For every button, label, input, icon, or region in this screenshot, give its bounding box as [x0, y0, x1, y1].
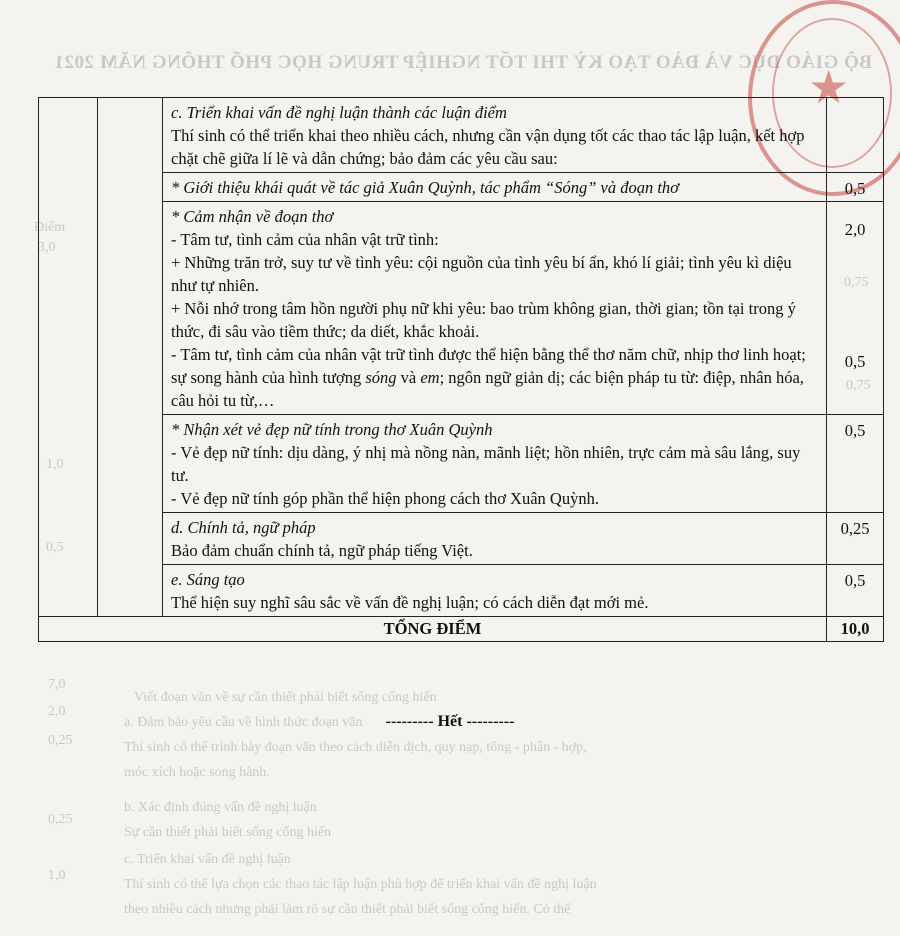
criterion-text: Thí sinh có thể triển khai theo nhiều cách, nhưng cần vận dụng tốt các thao tác lập luận, kết hợp chặt chẽ giữa lí lẽ và dẫn chứng; bảo đảm các yêu cầu sau:: [171, 126, 805, 168]
total-row: [39, 617, 884, 642]
criterion-heading: e. Sáng tạo: [171, 570, 245, 589]
ghost-text: 0,5: [46, 540, 64, 555]
ghost-text: b. Xác định đúng vấn đề nghị luận: [124, 800, 317, 815]
table-row: [39, 513, 884, 565]
ghost-text: Điểm: [34, 220, 66, 235]
ghost-text: móc xích hoặc song hành.: [124, 765, 270, 780]
text-span: và: [396, 368, 421, 387]
criterion-text: - Tâm tư, tình cảm của nhân vật trữ tình:: [171, 230, 439, 249]
question-number-cell: [98, 98, 163, 617]
criterion-text: - Vẻ đẹp nữ tính góp phần thể hiện phong cách thơ Xuân Quỳnh.: [171, 489, 599, 508]
ghost-text: Viết đoạn văn về sự cần thiết phải biết sống cống hiến: [134, 690, 437, 705]
text-span: ; ngôn ngữ giản dị; các biện pháp tu từ: điệp, nhân hóa, câu hỏi tu từ,…: [171, 368, 804, 410]
ghost-text: 0,75: [846, 378, 871, 393]
criterion-heading: d. Chính tả, ngữ pháp: [171, 518, 316, 537]
ghost-text: Sự cần thiết phải biết sống cống hiến: [124, 825, 332, 840]
score-cell: 0,25: [827, 513, 884, 565]
text-span: - Tâm tư, tình cảm của nhân vật trữ tình được thể hiện bằng thể thơ năm chữ, nhịp thơ linh hoạt; sự song hành của hình tượng: [171, 345, 806, 387]
criterion-text: + Những trăn trở, suy tư về tình yêu: cội nguồn của tình yêu bí ẩn, khó lí giải; tình yêu kì diệu như tự nhiên.: [171, 253, 792, 295]
score-value: 2,0: [844, 220, 866, 239]
content-cell: [163, 98, 827, 173]
total-score: 10,0: [827, 617, 884, 642]
end-marker: --------- Hết ---------: [385, 713, 515, 730]
ghost-text: 0,25: [48, 733, 73, 748]
criterion-heading: * Giới thiệu khái quát về tác giả Xuân Quỳnh, tác phẩm “Sóng” và đoạn thơ: [171, 178, 679, 197]
content-cell: [163, 202, 827, 415]
italic-word: sóng: [365, 368, 397, 387]
ghost-text: 2,0: [48, 704, 66, 719]
content-cell: [163, 513, 827, 565]
score-cell: [827, 202, 884, 415]
criterion-heading: c. Triển khai vấn đề nghị luận thành các luận điểm: [171, 103, 507, 122]
seal-star-icon: ★: [808, 62, 850, 113]
criterion-text: [171, 343, 820, 412]
ghost-text: a. Đảm bảo yêu cầu về hình thức đoạn văn: [124, 715, 363, 730]
criterion-text: + Nỗi nhớ trong tâm hồn người phụ nữ khi yêu: bao trùm không gian, thời gian; tồn tại trong ý thức, đi sâu vào tiềm thức; da diết, khắc khoải.: [171, 299, 796, 341]
table-row: [39, 173, 884, 202]
total-label: TỔNG ĐIỂM: [39, 617, 827, 642]
mirrored-header-ghost: BỘ GIÁO DỤC VÀ ĐÀO TẠO KỲ THI TỐT NGHIỆP TRUNG HỌC PHỔ THÔNG NĂM 2021: [54, 52, 873, 73]
ghost-text: 1,0: [48, 868, 66, 883]
criterion-text: Bảo đảm chuẩn chính tả, ngữ pháp tiếng Việt.: [171, 541, 473, 560]
content-cell: [163, 565, 827, 617]
ghost-text: c. Triển khai vấn đề nghị luận: [124, 852, 291, 867]
section-number-cell: [39, 98, 98, 617]
content-cell: [163, 173, 827, 202]
ghost-text: Thí sinh có thể lựa chọn các thao tác lập luận phù hợp để triển khai vấn đề nghị luận: [124, 877, 597, 892]
criterion-heading: * Cảm nhận về đoạn thơ: [171, 207, 334, 226]
grading-table: [38, 97, 884, 642]
ghost-text: 3,0: [38, 240, 56, 255]
score-cell: [827, 98, 884, 173]
ghost-text: theo nhiều cách nhưng phải làm rõ sự cần thiết phải biết sống cống hiến. Có thể: [124, 902, 571, 917]
ghost-text: 0,25: [48, 812, 73, 827]
score-cell: 0,5: [827, 565, 884, 617]
score-cell: 0,5: [827, 415, 884, 513]
italic-word: em: [420, 368, 440, 387]
criterion-text: Thể hiện suy nghĩ sâu sắc về vấn đề nghị luận; có cách diễn đạt mới mẻ.: [171, 593, 649, 612]
ghost-text: 7,0: [48, 677, 66, 692]
ghost-text: 0,75: [844, 275, 869, 290]
criterion-heading: * Nhận xét vẻ đẹp nữ tính trong thơ Xuân Quỳnh: [171, 420, 493, 439]
score-value: 0,5: [844, 352, 866, 371]
ghost-text: 1,0: [46, 457, 64, 472]
ghost-text: Thí sinh có thể trình bày đoạn văn theo cách diễn dịch, quy nạp, tổng - phân - hợp,: [124, 740, 587, 755]
content-cell: [163, 415, 827, 513]
table-row: [39, 565, 884, 617]
criterion-text: - Vẻ đẹp nữ tính: dịu dàng, ý nhị mà nồng nàn, mãnh liệt; hồn nhiên, trực cảm mà sâu lắng, suy tư.: [171, 443, 801, 485]
table-row: [39, 202, 884, 415]
score-cell: 0,5: [827, 173, 884, 202]
table-row: [39, 98, 884, 173]
table-row: [39, 415, 884, 513]
